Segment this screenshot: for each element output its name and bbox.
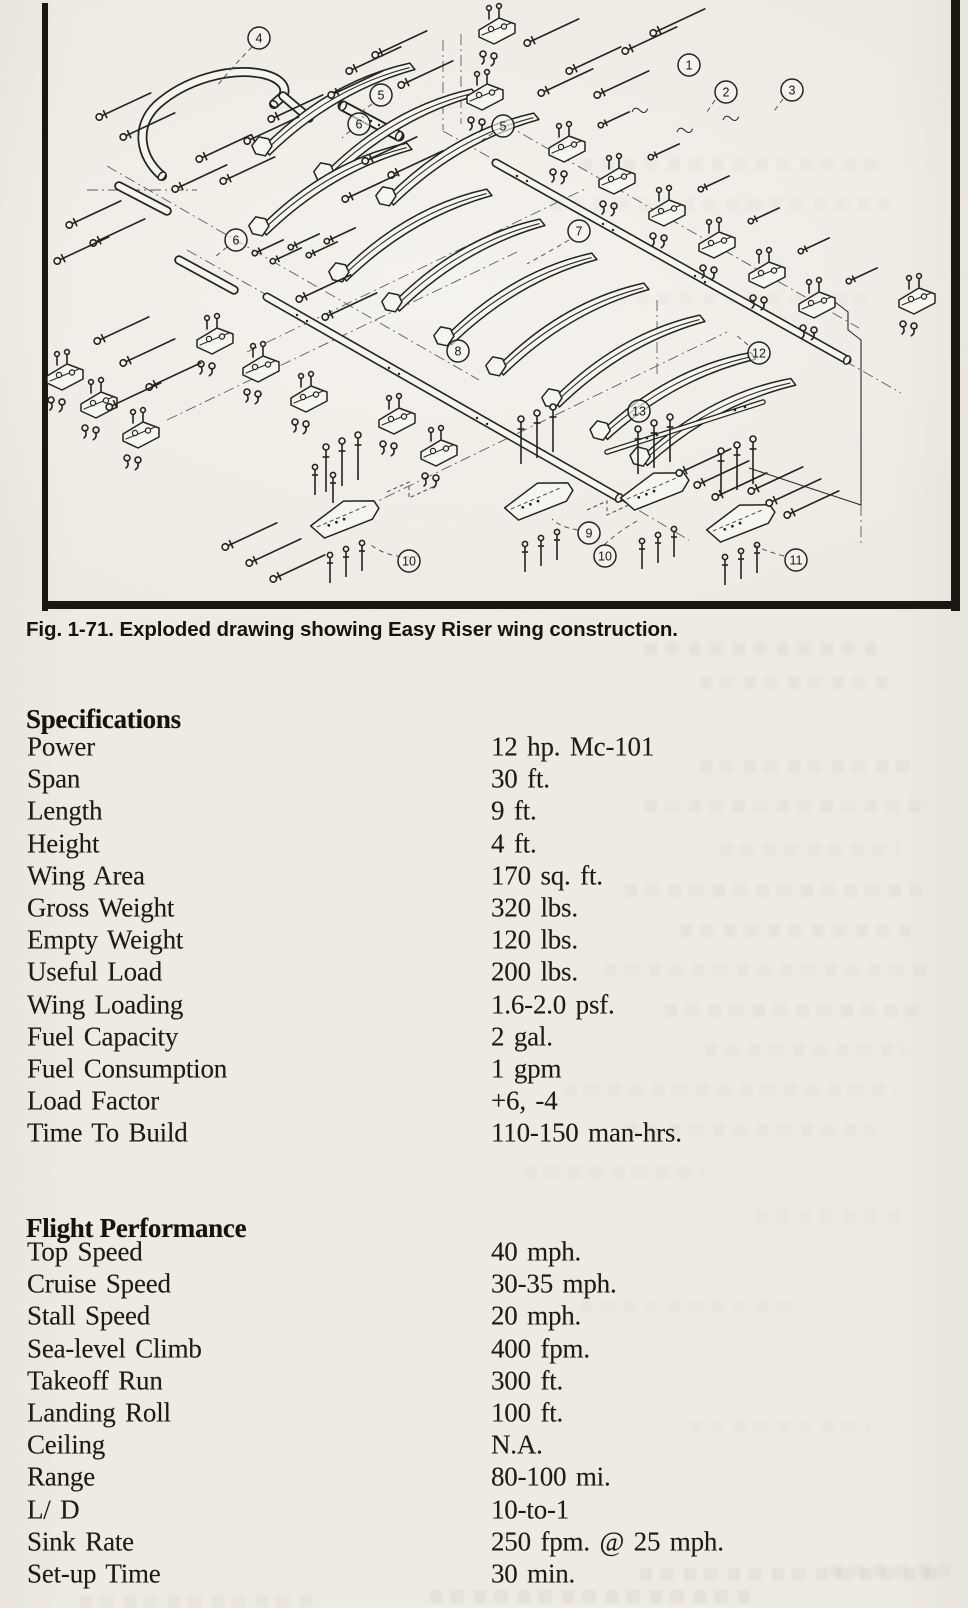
part-callout-7 bbox=[568, 220, 590, 242]
part-callout-4 bbox=[248, 27, 270, 49]
svg-text:5: 5 bbox=[377, 88, 385, 103]
perf-label: Top Speed bbox=[27, 1236, 143, 1267]
svg-text:3: 3 bbox=[788, 83, 796, 98]
wing-ribs bbox=[243, 56, 802, 470]
figure-frame bbox=[47, 0, 953, 600]
perf-label: L/ D bbox=[27, 1493, 80, 1524]
spec-row bbox=[0, 1054, 968, 1086]
spec-label: Height bbox=[27, 827, 100, 858]
perf-value: 80-100 mi. bbox=[491, 1461, 611, 1492]
spec-label: Fuel Consumption bbox=[27, 1053, 228, 1084]
spec-row bbox=[0, 925, 968, 957]
svg-text:9: 9 bbox=[585, 526, 593, 541]
spec-value: 320 lbs. bbox=[491, 892, 578, 923]
spec-value: 2 gal. bbox=[491, 1021, 553, 1052]
perf-label: Sink Rate bbox=[27, 1526, 134, 1557]
svg-text:10: 10 bbox=[402, 554, 416, 569]
perf-row bbox=[0, 1301, 968, 1333]
perf-value: N.A. bbox=[491, 1429, 543, 1460]
perf-label: Ceiling bbox=[27, 1429, 106, 1460]
svg-text:6: 6 bbox=[232, 233, 240, 248]
svg-text:10: 10 bbox=[598, 549, 612, 564]
spec-value: +6, -4 bbox=[491, 1085, 558, 1116]
part-callout-11 bbox=[785, 549, 807, 571]
perf-row bbox=[0, 1237, 968, 1269]
spec-value: 200 lbs. bbox=[491, 956, 578, 987]
spec-row bbox=[0, 861, 968, 893]
spec-value: 1 gpm bbox=[491, 1053, 562, 1084]
svg-text:5: 5 bbox=[499, 119, 507, 134]
specifications-list bbox=[0, 732, 968, 1150]
perf-value: 20 mph. bbox=[491, 1300, 582, 1331]
spec-row bbox=[0, 1118, 968, 1150]
spec-value: 12 hp. Mc-101 bbox=[491, 731, 655, 762]
perf-label: Cruise Speed bbox=[27, 1268, 171, 1299]
figure-caption: Fig. 1-71. Exploded drawing showing Easy Riser wing construction. bbox=[26, 618, 678, 641]
exploded-drawing bbox=[47, 0, 953, 600]
spec-label: Load Factor bbox=[27, 1085, 160, 1116]
figure-border-bottom bbox=[42, 601, 960, 609]
part-callout-10 bbox=[594, 545, 616, 567]
spec-value: 170 sq. ft. bbox=[491, 860, 603, 891]
perf-row bbox=[0, 1495, 968, 1527]
perf-label: Takeoff Run bbox=[27, 1365, 163, 1396]
perf-row bbox=[0, 1398, 968, 1430]
perf-value: 30 min. bbox=[491, 1558, 576, 1589]
spec-value: 30 ft. bbox=[491, 763, 550, 794]
perf-label: Set-up Time bbox=[27, 1558, 161, 1589]
perf-row bbox=[0, 1559, 968, 1591]
spec-label: Span bbox=[27, 763, 81, 794]
perf-value: 300 ft. bbox=[491, 1365, 564, 1396]
specifications-heading: Specifications bbox=[26, 704, 181, 735]
perf-value: 100 ft. bbox=[491, 1397, 564, 1428]
bleed-through-smudge bbox=[525, 1166, 705, 1179]
perf-label: Sea-level Climb bbox=[27, 1332, 202, 1363]
spec-label: Power bbox=[27, 731, 95, 762]
perf-value: 250 fpm. @ 25 mph. bbox=[491, 1526, 724, 1557]
part-callout-6 bbox=[225, 229, 247, 251]
bleed-through-smudge bbox=[80, 1595, 320, 1608]
perf-value: 30-35 mph. bbox=[491, 1268, 617, 1299]
spec-value: 4 ft. bbox=[491, 827, 537, 858]
perf-row bbox=[0, 1334, 968, 1366]
perf-row bbox=[0, 1527, 968, 1559]
perf-value: 400 fpm. bbox=[491, 1332, 590, 1363]
svg-text:7: 7 bbox=[575, 224, 583, 239]
svg-text:12: 12 bbox=[752, 346, 766, 361]
perf-row bbox=[0, 1462, 968, 1494]
part-callout-13 bbox=[628, 400, 650, 422]
part-callout-9 bbox=[578, 522, 600, 544]
spec-label: Useful Load bbox=[27, 956, 163, 987]
perf-value: 10-to-1 bbox=[491, 1493, 570, 1524]
bleed-through-smudge bbox=[755, 1210, 905, 1223]
part-callout-2 bbox=[715, 81, 737, 103]
svg-text:11: 11 bbox=[789, 553, 803, 568]
spec-label: Fuel Capacity bbox=[27, 1021, 179, 1052]
spec-value: 110-150 man-hrs. bbox=[491, 1117, 682, 1148]
svg-text:6: 6 bbox=[355, 117, 363, 132]
part-callout-1 bbox=[678, 54, 700, 76]
part-callout-5 bbox=[370, 84, 392, 106]
spec-label: Time To Build bbox=[27, 1117, 188, 1148]
part-callout-10 bbox=[398, 550, 420, 572]
part-callout-5 bbox=[492, 115, 514, 137]
wingtip-bow bbox=[142, 72, 284, 181]
construction-lines bbox=[87, 31, 901, 540]
part-callout-6 bbox=[348, 113, 370, 135]
svg-text:4: 4 bbox=[255, 31, 263, 46]
spec-row bbox=[0, 829, 968, 861]
spec-row bbox=[0, 796, 968, 828]
spec-row bbox=[0, 893, 968, 925]
spec-row bbox=[0, 1022, 968, 1054]
flight-performance-list bbox=[0, 1237, 968, 1591]
spec-label: Gross Weight bbox=[27, 892, 175, 923]
perf-label: Range bbox=[27, 1461, 95, 1492]
perf-row bbox=[0, 1366, 968, 1398]
spec-row bbox=[0, 732, 968, 764]
spec-row bbox=[0, 957, 968, 989]
bleed-through-smudge bbox=[645, 642, 885, 655]
spec-label: Empty Weight bbox=[27, 924, 184, 955]
svg-text:1: 1 bbox=[685, 58, 693, 73]
spec-row bbox=[0, 764, 968, 796]
part-callout-8 bbox=[447, 340, 469, 362]
spec-value: 9 ft. bbox=[491, 795, 537, 826]
bleed-through-smudge bbox=[700, 676, 890, 689]
spec-label: Wing Loading bbox=[27, 988, 184, 1019]
spec-value: 120 lbs. bbox=[491, 924, 578, 955]
svg-text:13: 13 bbox=[632, 404, 646, 419]
part-callout-3 bbox=[781, 79, 803, 101]
perf-value: 40 mph. bbox=[491, 1236, 582, 1267]
spec-value: 1.6-2.0 psf. bbox=[491, 988, 615, 1019]
perf-label: Stall Speed bbox=[27, 1300, 151, 1331]
spec-label: Length bbox=[27, 795, 103, 826]
perf-row bbox=[0, 1430, 968, 1462]
bleed-through-smudge bbox=[430, 1590, 750, 1603]
perf-label: Landing Roll bbox=[27, 1397, 171, 1428]
svg-text:2: 2 bbox=[722, 85, 730, 100]
spec-row bbox=[0, 990, 968, 1022]
perf-row bbox=[0, 1269, 968, 1301]
spec-label: Wing Area bbox=[27, 860, 145, 891]
part-callout-12 bbox=[748, 342, 770, 364]
flight-performance-heading: Flight Performance bbox=[26, 1213, 247, 1244]
spec-row bbox=[0, 1086, 968, 1118]
svg-text:8: 8 bbox=[454, 344, 462, 359]
